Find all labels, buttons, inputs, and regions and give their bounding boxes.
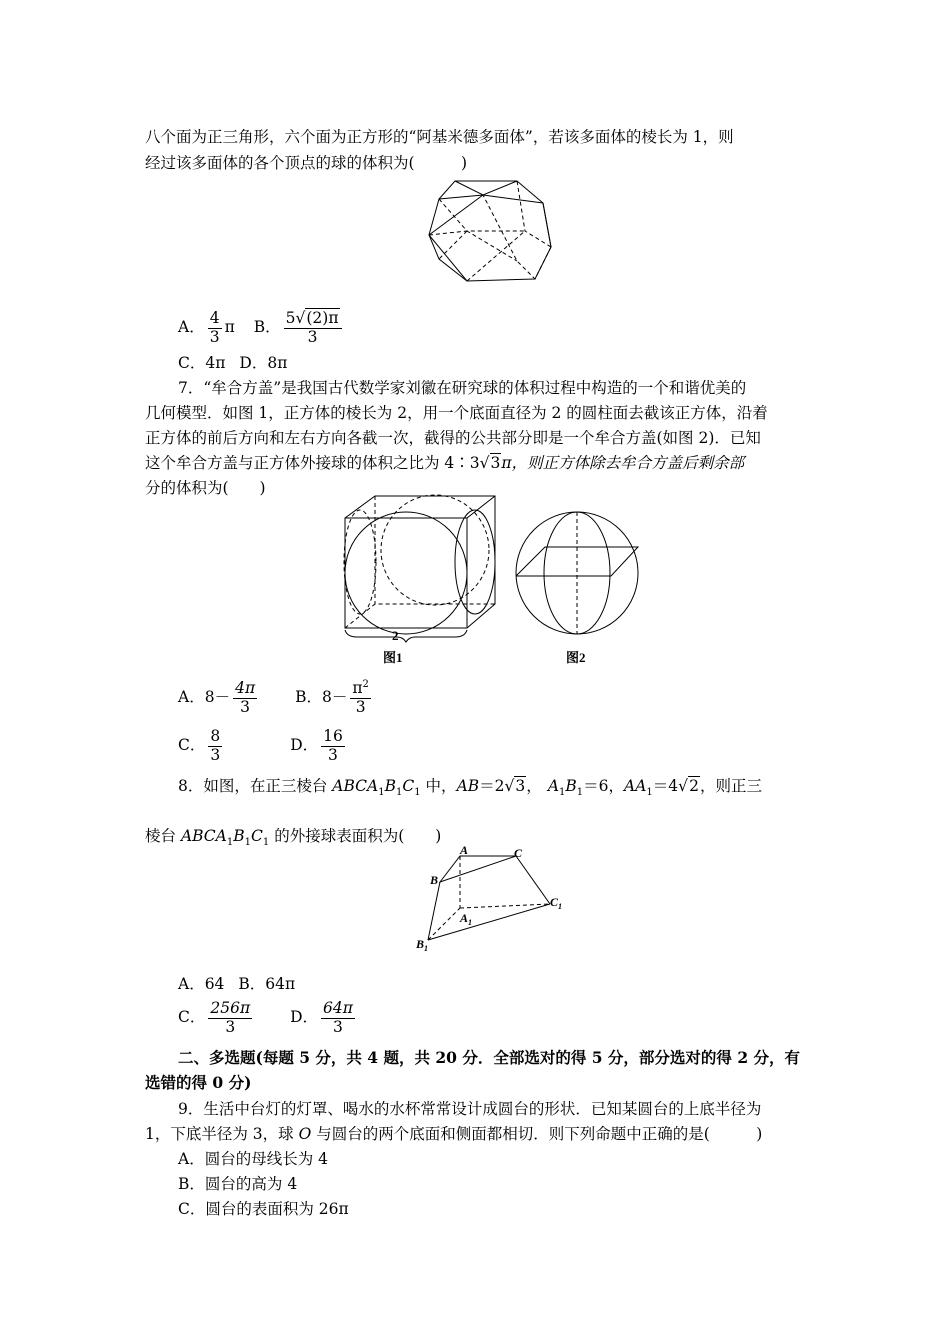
q7-line-5: 分的体积为( ): [145, 479, 266, 497]
q8-frustum-name-a: ABCA: [180, 827, 227, 845]
q9-line2-start: 1，下底半径为 3，球: [145, 1125, 299, 1143]
q8-frustum-name-c: C: [251, 827, 263, 845]
q7-option-c-label[interactable]: C．: [178, 736, 206, 754]
cube-edge-length-label: 2: [392, 628, 399, 643]
q6-option-a-label[interactable]: A．: [178, 318, 205, 336]
q7-option-b-prefix: 8－: [321, 688, 348, 706]
q7-option-b-denominator: 3: [355, 698, 366, 717]
q8-line1-tail: ，则正三: [699, 777, 762, 795]
subscript: 1: [646, 787, 653, 799]
q9-line-2: [145, 1124, 762, 1144]
q8-line-1: 8．如图，在正三棱台 $ABCA_1B_1C_1$ 中，AB＝2√3， $A_1B_1=6$，$AA_1=4√2$，则正三: [178, 777, 762, 799]
q7-options-cd: [178, 725, 348, 765]
frustum-figure: [410, 840, 580, 958]
q7-radicand: 3: [490, 454, 501, 472]
subscript: 1: [244, 837, 252, 849]
q7-option-c-numerator: 8: [210, 726, 221, 745]
q8-option-d-numerator: 64π: [323, 998, 353, 1017]
q7-line-4: [145, 453, 744, 473]
q7-option-a-label[interactable]: A．: [178, 688, 205, 706]
q9-line-1: 9．生活中台灯的灯罩、喝水的水杯常常设计成圆台的形状．已知某圆台的上底半径为: [178, 1100, 762, 1118]
q8-aa1-radicand: 2: [689, 777, 699, 795]
vertex-b-label: B: [430, 873, 439, 887]
q6-options-cd: [178, 353, 287, 373]
q6-option-d[interactable]: D．8π: [239, 354, 288, 372]
q7-option-d-label[interactable]: D．: [290, 736, 319, 754]
q8-option-b[interactable]: B．64π: [238, 975, 296, 993]
q7-option-d-fraction: [321, 728, 345, 765]
q8-options-cd: [178, 997, 358, 1037]
q6-option-a-suffix: π: [224, 318, 235, 336]
q7-line-3: 正方体的前后方向和左右方向各截一次，截得的公共部分即是一个牟合方盖(如图 2)．已知: [145, 429, 761, 447]
q8-option-a[interactable]: A．64: [178, 975, 225, 993]
subscript: 1: [378, 787, 385, 799]
q6-line-2: 经过该多面体的各个顶点的球的体积为( ): [145, 154, 468, 172]
section-2-heading-line-2: 选错的得 0 分): [145, 1073, 252, 1092]
q6-option-b-coef: 5: [285, 308, 296, 327]
q7-option-a-fraction: [233, 680, 257, 717]
q8-frustum-name-b: B: [233, 827, 245, 845]
section-2-heading-line-1: 二、多选题(每题 5 分，共 4 题，共 20 分．全部选对的得 5 分，部分选对的得 2 分，有: [178, 1048, 801, 1067]
q7-option-a-denominator: 3: [240, 697, 251, 716]
mouhefanggai-figures: [335, 490, 645, 665]
cube-figure: [344, 495, 495, 642]
q9-line2-end: 与圆台的两个底面和侧面都相切．则下列命题中正确的是( ): [311, 1125, 763, 1143]
q7-ratio-text: 这个牟合方盖与正方体外接球的体积之比为 4∶3: [145, 454, 480, 472]
subscript: 1: [262, 837, 270, 849]
q8-line2-start: 棱台: [145, 827, 181, 845]
q8-line2-end: 的外接球表面积为( ): [269, 827, 442, 845]
q8-a1b1-value: ＝6，: [583, 777, 625, 795]
q9-option-c[interactable]: C．圆台的表面积为 26π: [178, 1200, 349, 1218]
q7-option-a-numerator: 4π: [235, 678, 256, 697]
q6-options-ab: [178, 307, 345, 347]
q6-option-b-radicand: (2)π: [306, 308, 339, 327]
radical-sign: √(2)π: [295, 308, 339, 327]
q7-option-b-fraction: [350, 679, 371, 717]
q7-options-ab: [178, 677, 374, 717]
q6-option-c[interactable]: C．4π: [178, 354, 226, 372]
q7-line-1: 7．“牟合方盖”是我国古代数学家刘徽在研究球的体积过程中构造的一个和谐优美的: [178, 379, 747, 397]
q8-aa1-label: AA: [624, 777, 647, 795]
q8-line-2: [145, 826, 441, 853]
subscript: 1: [559, 787, 566, 799]
q8-a1b1-b: B: [565, 777, 577, 795]
q8-ab-value: ＝2: [479, 777, 505, 795]
vertex-a-label: A: [460, 843, 469, 857]
radical-sign: √3: [479, 454, 501, 472]
q8-aa1-value: ＝4: [652, 777, 679, 795]
q6-line-1: 八个面为正三角形，六个面为正方形的“阿基米德多面体”，若该多面体的棱长为 1，则: [145, 128, 734, 146]
q8-frustum-name-a: ABCA: [332, 777, 379, 795]
q6-option-b-fraction: [284, 310, 342, 347]
figure-1-caption: 图1: [383, 650, 403, 665]
archimedes-polyhedron-figure: [425, 175, 555, 287]
q8-intro: 8．如图，在正三棱台: [178, 777, 333, 795]
q6-option-b-denominator: 3: [307, 327, 318, 346]
vertex-b1-label: $B_1$: [416, 937, 429, 953]
radical-sign: √2: [678, 777, 699, 795]
q8-a1b1-a: A: [547, 777, 560, 795]
subscript: 1: [396, 787, 403, 799]
vertex-a1-label: $A_1$: [460, 911, 473, 927]
q7-option-d-numerator: 16: [323, 726, 343, 745]
q7-option-b-label[interactable]: B．: [295, 688, 322, 706]
subscript: 1: [576, 787, 584, 799]
q8-option-c-numerator: 256π: [210, 998, 251, 1017]
q7-option-d-denominator: 3: [328, 745, 338, 764]
q8-option-d-denominator: 3: [333, 1017, 343, 1036]
q7-ratio-tail: π，则正方体除去牟合方盖后剩余部: [501, 454, 745, 472]
figure-2-caption: 图2: [566, 650, 586, 665]
q8-ab-radicand: 3: [515, 777, 526, 795]
q6-option-a-numerator: 4: [209, 308, 220, 327]
q7-option-b-numerator: [350, 679, 371, 699]
subscript: 1: [226, 837, 234, 849]
vertex-c1-label: $C_1$: [550, 895, 563, 911]
q9-sphere-label: O: [298, 1125, 312, 1143]
q9-option-b[interactable]: B．圆台的高为 4: [178, 1175, 298, 1193]
q7-option-c-fraction: [208, 728, 222, 765]
sphere-figure: [516, 512, 638, 634]
q8-options-ab: [178, 974, 295, 994]
q8-option-c-fraction: [208, 1000, 252, 1037]
radical-sign: √3: [504, 777, 526, 795]
q6-option-a-fraction: [208, 310, 222, 347]
q7-option-b-exponent: 2: [362, 679, 369, 691]
q8-frustum-name-c: C: [402, 777, 415, 795]
q6-option-a-denominator: 3: [209, 327, 220, 346]
q9-option-a[interactable]: A．圆台的母线长为 4: [178, 1150, 328, 1168]
q8-option-d-fraction: [321, 1000, 355, 1037]
q6-option-b-label[interactable]: B．: [253, 318, 281, 336]
q8-ab-label: AB: [456, 777, 480, 795]
q8-option-d-label[interactable]: D．: [290, 1008, 319, 1026]
q6-option-b-numerator: [284, 310, 342, 329]
subscript: 1: [414, 787, 421, 799]
q7-option-b-pi: π: [352, 679, 363, 698]
q7-option-c-denominator: 3: [210, 745, 221, 764]
q8-option-c-label[interactable]: C．: [178, 1008, 206, 1026]
q8-option-c-denominator: 3: [225, 1017, 236, 1036]
q7-option-a-prefix: 8－: [204, 688, 231, 706]
vertex-c-label: C: [514, 846, 523, 860]
q7-line-2: 几何模型．如图 1，正方体的棱长为 2，用一个底面直径为 2 的圆柱面去截该正方体，沿着: [145, 404, 768, 422]
q8-intro-tail: 中，: [420, 777, 457, 795]
q8-frustum-name-b: B: [384, 777, 396, 795]
